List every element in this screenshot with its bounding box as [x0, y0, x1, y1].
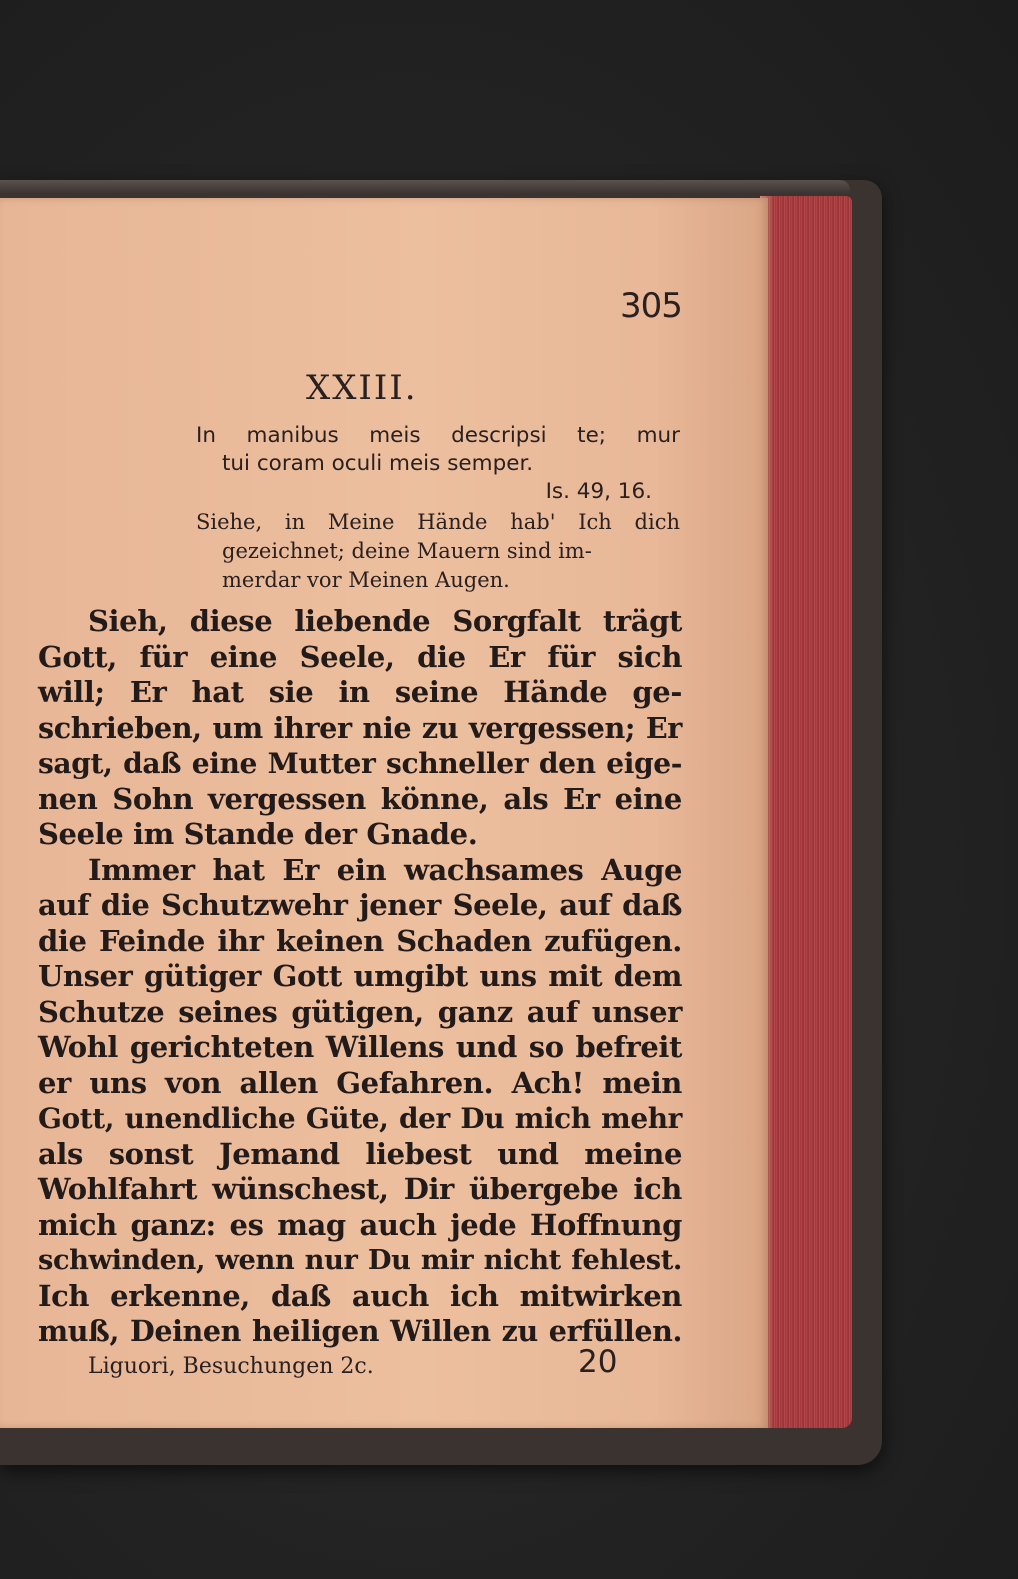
body-line: er uns von allen Gefahren. Ach! mein: [38, 1065, 682, 1100]
body-line: schwinden, wenn nur Du mir nicht fehlest.: [38, 1244, 682, 1276]
body-line: die Feinde ihr keinen Schaden zufügen.: [38, 923, 682, 958]
body-line: nen Sohn vergessen könne, als Er eine: [38, 781, 682, 816]
body-line: will; Er hat sie in seine Hände ge-: [38, 675, 682, 709]
body-line: Ich erkenne, daß auch ich mitwirken: [38, 1278, 682, 1313]
body-line: Gott, für eine Seele, die Er für sich: [38, 639, 682, 674]
motto-german: [196, 508, 680, 595]
page-number: 305: [620, 286, 682, 326]
body-line: Sieh, diese liebende Sorgfalt trägt: [88, 604, 682, 638]
motto-latin-line: tui coram oculi meis semper.: [222, 451, 534, 476]
body-line: muß, Deinen heiligen Willen zu erfüllen.: [38, 1314, 682, 1348]
body-line: auf die Schutzwehr jener Seele, auf daß: [38, 888, 682, 922]
footer-sheet-number: 20: [578, 1344, 618, 1380]
motto-latin-line: In manibus meis descripsi te; mur: [196, 423, 680, 448]
body-line: mich ganz: es mag auch jede Hoffnung: [38, 1207, 682, 1242]
body-line: Schutze seines gütigen, ganz auf unser: [38, 994, 682, 1029]
motto-german-line: merdar vor Meinen Augen.: [222, 568, 510, 592]
book-cover-top-edge: [0, 180, 850, 194]
body-text: [38, 604, 682, 1350]
body-line: Gott, unendliche Güte, der Du mich mehr: [38, 1102, 682, 1135]
motto-citation: Is. 49, 16.: [545, 479, 652, 504]
motto-german-line: gezeichnet; deine Mauern sind im-: [222, 539, 592, 563]
body-line: Immer hat Er ein wachsames Auge: [88, 852, 682, 887]
body-line: Unser gütiger Gott umgibt uns mit dem: [38, 959, 682, 993]
body-line: sagt, daß eine Mutter schneller den eige-: [38, 747, 682, 780]
body-line: Seele im Stande der Gnade.: [38, 817, 478, 851]
motto-german-line: Siehe, in Meine Hände hab' Ich dich: [196, 510, 680, 534]
chapter-title: XXIII.: [306, 368, 418, 408]
body-line: als sonst Jemand liebest und meine: [38, 1136, 682, 1171]
body-line: Wohl gerichteten Willens und so befreit: [38, 1030, 682, 1064]
body-line: schrieben, um ihrer nie zu vergessen; Er: [38, 710, 682, 745]
footer-signature: Liguori, Besuchungen 2c.: [88, 1354, 374, 1379]
body-line: Wohlfahrt wünschest, Dir übergebe ich: [38, 1172, 682, 1206]
motto-latin: [196, 422, 680, 506]
